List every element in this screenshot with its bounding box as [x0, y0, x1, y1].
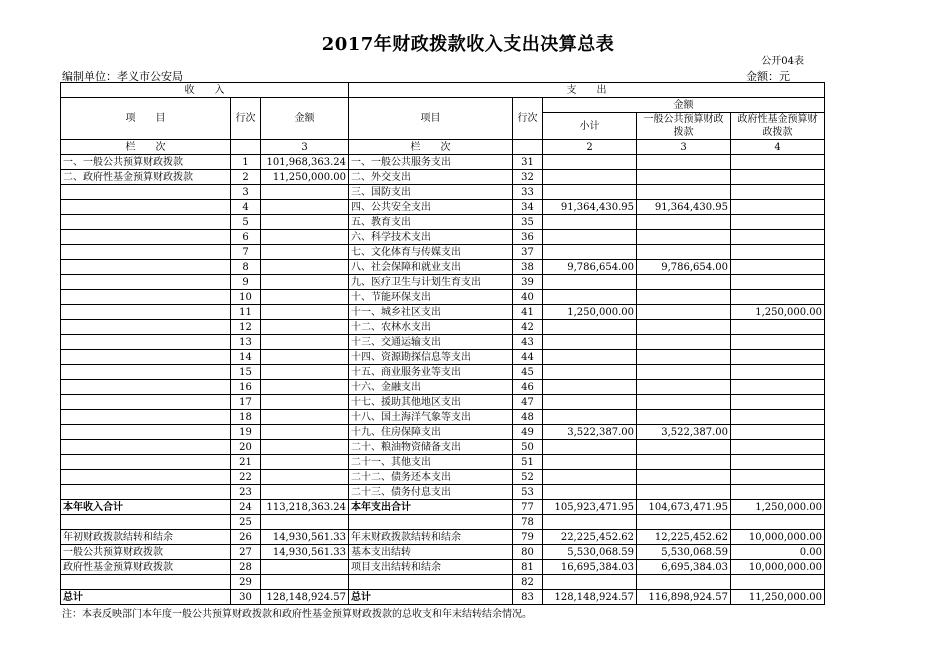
income-amount [261, 365, 349, 380]
income-line-no: 6 [231, 230, 261, 245]
expense-subtotal: 105,923,471.95 [543, 500, 637, 515]
footnote: 注：本表反映部门本年度一般公共预算财政拨款和政府性基金预算财政拨款的总收支和年末结转结余情况。 [62, 609, 532, 620]
grand-total-row [61, 590, 825, 605]
expense-item: 本年支出合计 [349, 500, 513, 515]
expense-line-no: 77 [513, 500, 543, 515]
income-amount [261, 215, 349, 230]
income-item: 本年收入合计 [61, 500, 231, 515]
expense-item: 年末财政拨款结转和结余 [349, 530, 513, 545]
col-item-header: 项 目 [61, 98, 231, 140]
expense-line-no: 42 [513, 320, 543, 335]
income-item [61, 575, 231, 590]
col-amount-header: 金额 [261, 98, 349, 140]
income-amount: 14,930,561.33 [261, 530, 349, 545]
expense-fund-budget [731, 575, 825, 590]
expense-fund-budget: 10,000,000.00 [731, 530, 825, 545]
expense-fund-budget [731, 200, 825, 215]
expense-subtotal [543, 275, 637, 290]
table-row [61, 455, 825, 470]
expense-subtotal [543, 320, 637, 335]
income-amount: 113,218,363.24 [261, 500, 349, 515]
expense-line-no: 44 [513, 350, 543, 365]
money-unit: 金额：元 [746, 70, 790, 83]
expense-fund-budget [731, 455, 825, 470]
expense-header: 支 出 [349, 83, 825, 98]
expense-item: 二十一、其他支出 [349, 455, 513, 470]
table-row [61, 395, 825, 410]
expense-subtotal: 5,530,068.59 [543, 545, 637, 560]
expense-general-budget [637, 440, 731, 455]
table-row [61, 245, 825, 260]
expense-subtotal [543, 515, 637, 530]
expense-general-budget [637, 215, 731, 230]
expense-general-budget [637, 365, 731, 380]
income-line-no: 30 [231, 590, 261, 605]
expense-item: 七、文化体育与传媒支出 [349, 245, 513, 260]
income-amount [261, 440, 349, 455]
expense-subtotal [543, 410, 637, 425]
table-row [61, 470, 825, 485]
expense-general-budget: 116,898,924.57 [637, 590, 731, 605]
expense-item: 九、医疗卫生与计划生育支出 [349, 275, 513, 290]
income-line-no: 11 [231, 305, 261, 320]
expense-line-no: 78 [513, 515, 543, 530]
income-amount [261, 260, 349, 275]
expense-general-budget [637, 395, 731, 410]
expense-fund-budget [731, 485, 825, 500]
col-general-header: 一般公共预算财政拨款 [637, 113, 731, 140]
income-item [61, 365, 231, 380]
income-item [61, 230, 231, 245]
expense-subtotal [543, 185, 637, 200]
income-amount [261, 275, 349, 290]
table-row [61, 260, 825, 275]
col-subtotal-header: 小计 [543, 113, 637, 140]
income-item [61, 320, 231, 335]
budget-table [60, 82, 825, 605]
expense-general-budget [637, 305, 731, 320]
expense-general-budget: 5,530,068.59 [637, 545, 731, 560]
lan-ci-label-2: 栏 次 [349, 140, 513, 155]
expense-line-no: 81 [513, 560, 543, 575]
income-amount: 14,930,561.33 [261, 545, 349, 560]
expense-line-no: 31 [513, 155, 543, 170]
col-number-4: 4 [731, 140, 825, 155]
income-amount [261, 320, 349, 335]
expense-line-no: 82 [513, 575, 543, 590]
expense-item: 五、教育支出 [349, 215, 513, 230]
table-row [61, 170, 825, 185]
expense-item: 六、科学技术支出 [349, 230, 513, 245]
expense-item: 项目支出结转和结余 [349, 560, 513, 575]
income-item: 一、一般公共预算财政拨款 [61, 155, 231, 170]
expense-line-no: 48 [513, 410, 543, 425]
expense-subtotal [543, 155, 637, 170]
expense-item: 总计 [349, 590, 513, 605]
table-row [61, 275, 825, 290]
income-item [61, 275, 231, 290]
income-line-no: 9 [231, 275, 261, 290]
income-item [61, 200, 231, 215]
expense-item: 十九、住房保障支出 [349, 425, 513, 440]
expense-subtotal [543, 470, 637, 485]
expense-item: 十五、商业服务业等支出 [349, 365, 513, 380]
income-line-no: 15 [231, 365, 261, 380]
expense-item: 十四、资源勘探信息等支出 [349, 350, 513, 365]
expense-line-no: 51 [513, 455, 543, 470]
expense-fund-budget [731, 425, 825, 440]
expense-fund-budget [731, 155, 825, 170]
expense-subtotal: 9,786,654.00 [543, 260, 637, 275]
expense-fund-budget [731, 275, 825, 290]
expense-line-no: 52 [513, 470, 543, 485]
col-fund-header: 政府性基金预算财政拨款 [731, 113, 825, 140]
expense-general-budget [637, 170, 731, 185]
income-line-no: 21 [231, 455, 261, 470]
expense-line-no: 43 [513, 335, 543, 350]
expense-fund-budget [731, 440, 825, 455]
income-amount [261, 380, 349, 395]
income-line-no: 20 [231, 440, 261, 455]
income-item: 政府性基金预算财政拨款 [61, 560, 231, 575]
income-line-no: 1 [231, 155, 261, 170]
header-row-1 [61, 83, 825, 98]
income-item: 二、政府性基金预算财政拨款 [61, 170, 231, 185]
expense-fund-budget [731, 470, 825, 485]
table-row [61, 305, 825, 320]
income-amount [261, 485, 349, 500]
expense-line-no: 36 [513, 230, 543, 245]
table-row [61, 290, 825, 305]
annual-total-row [61, 500, 825, 515]
expense-general-budget [637, 290, 731, 305]
expense-line-no: 80 [513, 545, 543, 560]
expense-general-budget [637, 470, 731, 485]
income-header: 收 入 [61, 83, 349, 98]
expense-general-budget [637, 245, 731, 260]
table-row [61, 155, 825, 170]
expense-line-no: 38 [513, 260, 543, 275]
lan-ci-label: 栏 次 [61, 140, 231, 155]
income-item [61, 215, 231, 230]
expense-line-no: 50 [513, 440, 543, 455]
col-number-2: 2 [543, 140, 637, 155]
income-item [61, 305, 231, 320]
expense-item: 四、公共安全支出 [349, 200, 513, 215]
expense-fund-budget [731, 395, 825, 410]
income-item [61, 425, 231, 440]
carryover-row [61, 530, 825, 545]
expense-subtotal [543, 245, 637, 260]
expense-general-budget [637, 410, 731, 425]
expense-general-budget: 3,522,387.00 [637, 425, 731, 440]
col-number-3b: 3 [637, 140, 731, 155]
expense-item: 一、一般公共服务支出 [349, 155, 513, 170]
income-amount: 128,148,924.57 [261, 590, 349, 605]
expense-fund-budget [731, 350, 825, 365]
expense-line-no: 46 [513, 380, 543, 395]
report-title: 2017年财政拨款收入支出决算总表 [321, 34, 615, 55]
expense-subtotal [543, 380, 637, 395]
expense-subtotal [543, 290, 637, 305]
expense-item [349, 575, 513, 590]
header-row-2 [61, 98, 825, 113]
expense-fund-budget [731, 245, 825, 260]
expense-fund-budget [731, 290, 825, 305]
lan-ci-blank [231, 140, 261, 155]
expense-fund-budget [731, 185, 825, 200]
income-line-no: 5 [231, 215, 261, 230]
expense-item: 十、节能环保支出 [349, 290, 513, 305]
table-row [61, 335, 825, 350]
expense-fund-budget [731, 320, 825, 335]
expense-line-no: 53 [513, 485, 543, 500]
expense-subtotal [543, 335, 637, 350]
expense-fund-budget [731, 215, 825, 230]
expense-item: 二十三、债务付息支出 [349, 485, 513, 500]
income-amount [261, 185, 349, 200]
expense-fund-budget [731, 410, 825, 425]
income-line-no: 17 [231, 395, 261, 410]
income-amount: 101,968,363.24 [261, 155, 349, 170]
income-line-no: 10 [231, 290, 261, 305]
expense-line-no: 39 [513, 275, 543, 290]
income-amount [261, 245, 349, 260]
income-item [61, 245, 231, 260]
income-amount [261, 335, 349, 350]
col-exp-line-header: 行次 [513, 98, 543, 140]
expense-general-budget [637, 380, 731, 395]
table-row [61, 410, 825, 425]
col-number-3: 3 [261, 140, 349, 155]
income-item [61, 410, 231, 425]
income-amount [261, 395, 349, 410]
income-amount [261, 515, 349, 530]
income-amount [261, 230, 349, 245]
income-line-no: 8 [231, 260, 261, 275]
table-row [61, 575, 825, 590]
table-row [61, 485, 825, 500]
expense-item: 二十、粮油物资储备支出 [349, 440, 513, 455]
expense-fund-budget: 11,250,000.00 [731, 590, 825, 605]
lan-ci-blank-2 [513, 140, 543, 155]
expense-subtotal [543, 230, 637, 245]
income-item [61, 470, 231, 485]
expense-line-no: 32 [513, 170, 543, 185]
income-line-no: 16 [231, 380, 261, 395]
expense-general-budget [637, 485, 731, 500]
expense-general-budget: 6,695,384.03 [637, 560, 731, 575]
income-line-no: 18 [231, 410, 261, 425]
col-exp-item-header: 项目 [349, 98, 513, 140]
table-row [61, 215, 825, 230]
expense-subtotal [543, 395, 637, 410]
expense-subtotal [543, 350, 637, 365]
income-line-no: 23 [231, 485, 261, 500]
expense-subtotal [543, 485, 637, 500]
table-row [61, 350, 825, 365]
expense-subtotal: 91,364,430.95 [543, 200, 637, 215]
income-amount [261, 290, 349, 305]
expense-fund-budget [731, 515, 825, 530]
table-row [61, 320, 825, 335]
income-amount [261, 200, 349, 215]
expense-item: 二、外交支出 [349, 170, 513, 185]
expense-fund-budget [731, 380, 825, 395]
income-line-no: 24 [231, 500, 261, 515]
income-item [61, 335, 231, 350]
expense-item: 十三、交通运输支出 [349, 335, 513, 350]
expense-subtotal [543, 215, 637, 230]
income-item: 总计 [61, 590, 231, 605]
expense-subtotal: 1,250,000.00 [543, 305, 637, 320]
expense-fund-budget [731, 365, 825, 380]
expense-subtotal: 3,522,387.00 [543, 425, 637, 440]
expense-line-no: 40 [513, 290, 543, 305]
income-item [61, 290, 231, 305]
income-amount [261, 350, 349, 365]
expense-fund-budget [731, 230, 825, 245]
amount-group-header: 金额 [543, 98, 825, 113]
expense-general-budget: 12,225,452.62 [637, 530, 731, 545]
table-row [61, 185, 825, 200]
income-line-no: 19 [231, 425, 261, 440]
income-line-no: 13 [231, 335, 261, 350]
expense-fund-budget: 1,250,000.00 [731, 305, 825, 320]
expense-general-budget [637, 350, 731, 365]
expense-subtotal [543, 575, 637, 590]
income-line-no: 22 [231, 470, 261, 485]
expense-line-no: 33 [513, 185, 543, 200]
expense-item: 十八、国土海洋气象等支出 [349, 410, 513, 425]
table-row [61, 230, 825, 245]
expense-general-budget [637, 320, 731, 335]
expense-fund-budget [731, 260, 825, 275]
expense-item: 十二、农林水支出 [349, 320, 513, 335]
income-line-no: 12 [231, 320, 261, 335]
expense-general-budget [637, 455, 731, 470]
income-item [61, 440, 231, 455]
income-line-no: 14 [231, 350, 261, 365]
income-line-no: 28 [231, 560, 261, 575]
carryover-row [61, 545, 825, 560]
table-row [61, 380, 825, 395]
income-item [61, 395, 231, 410]
table-row [61, 200, 825, 215]
income-amount [261, 305, 349, 320]
income-line-no: 25 [231, 515, 261, 530]
expense-item: 二十二、债务还本支出 [349, 470, 513, 485]
income-item [61, 485, 231, 500]
expense-general-budget [637, 575, 731, 590]
income-line-no: 2 [231, 170, 261, 185]
expense-fund-budget: 10,000,000.00 [731, 560, 825, 575]
income-item [61, 455, 231, 470]
expense-item [349, 515, 513, 530]
table-row [61, 425, 825, 440]
table-row [61, 365, 825, 380]
expense-line-no: 79 [513, 530, 543, 545]
income-item [61, 380, 231, 395]
income-amount [261, 470, 349, 485]
reporting-unit: 编制单位：孝义市公安局 [62, 70, 183, 83]
expense-general-budget: 91,364,430.95 [637, 200, 731, 215]
expense-line-no: 35 [513, 215, 543, 230]
expense-item: 八、社会保障和就业支出 [349, 260, 513, 275]
expense-item: 基本支出结转 [349, 545, 513, 560]
expense-fund-budget: 1,250,000.00 [731, 500, 825, 515]
expense-line-no: 37 [513, 245, 543, 260]
income-item: 年初财政拨款结转和结余 [61, 530, 231, 545]
expense-line-no: 41 [513, 305, 543, 320]
income-item [61, 515, 231, 530]
expense-fund-budget [731, 170, 825, 185]
income-line-no: 4 [231, 200, 261, 215]
expense-general-budget: 104,673,471.95 [637, 500, 731, 515]
expense-item: 十七、援助其他地区支出 [349, 395, 513, 410]
col-line-header: 行次 [231, 98, 261, 140]
expense-subtotal [543, 455, 637, 470]
income-item [61, 185, 231, 200]
expense-subtotal: 16,695,384.03 [543, 560, 637, 575]
expense-general-budget [637, 155, 731, 170]
expense-item: 十六、金融支出 [349, 380, 513, 395]
income-amount [261, 560, 349, 575]
income-amount [261, 425, 349, 440]
expense-fund-budget [731, 335, 825, 350]
expense-general-budget [637, 230, 731, 245]
expense-subtotal [543, 170, 637, 185]
income-line-no: 29 [231, 575, 261, 590]
expense-fund-budget: 0.00 [731, 545, 825, 560]
expense-line-no: 49 [513, 425, 543, 440]
expense-general-budget [637, 515, 731, 530]
income-amount: 11,250,000.00 [261, 170, 349, 185]
carryover-row [61, 560, 825, 575]
expense-item: 十一、城乡社区支出 [349, 305, 513, 320]
expense-item: 三、国防支出 [349, 185, 513, 200]
expense-line-no: 34 [513, 200, 543, 215]
income-amount [261, 410, 349, 425]
expense-subtotal [543, 440, 637, 455]
income-amount [261, 575, 349, 590]
form-code: 公开04表 [761, 56, 804, 67]
expense-subtotal [543, 365, 637, 380]
expense-line-no: 47 [513, 395, 543, 410]
income-line-no: 3 [231, 185, 261, 200]
expense-line-no: 45 [513, 365, 543, 380]
income-item [61, 260, 231, 275]
income-line-no: 26 [231, 530, 261, 545]
expense-subtotal: 128,148,924.57 [543, 590, 637, 605]
expense-general-budget [637, 335, 731, 350]
expense-general-budget [637, 275, 731, 290]
expense-subtotal: 22,225,452.62 [543, 530, 637, 545]
table-row [61, 440, 825, 455]
column-number-row [61, 140, 825, 155]
table-row [61, 515, 825, 530]
expense-line-no: 83 [513, 590, 543, 605]
income-item: 一般公共预算财政拨款 [61, 545, 231, 560]
income-line-no: 7 [231, 245, 261, 260]
expense-general-budget [637, 185, 731, 200]
income-line-no: 27 [231, 545, 261, 560]
expense-general-budget: 9,786,654.00 [637, 260, 731, 275]
income-amount [261, 455, 349, 470]
income-item [61, 350, 231, 365]
